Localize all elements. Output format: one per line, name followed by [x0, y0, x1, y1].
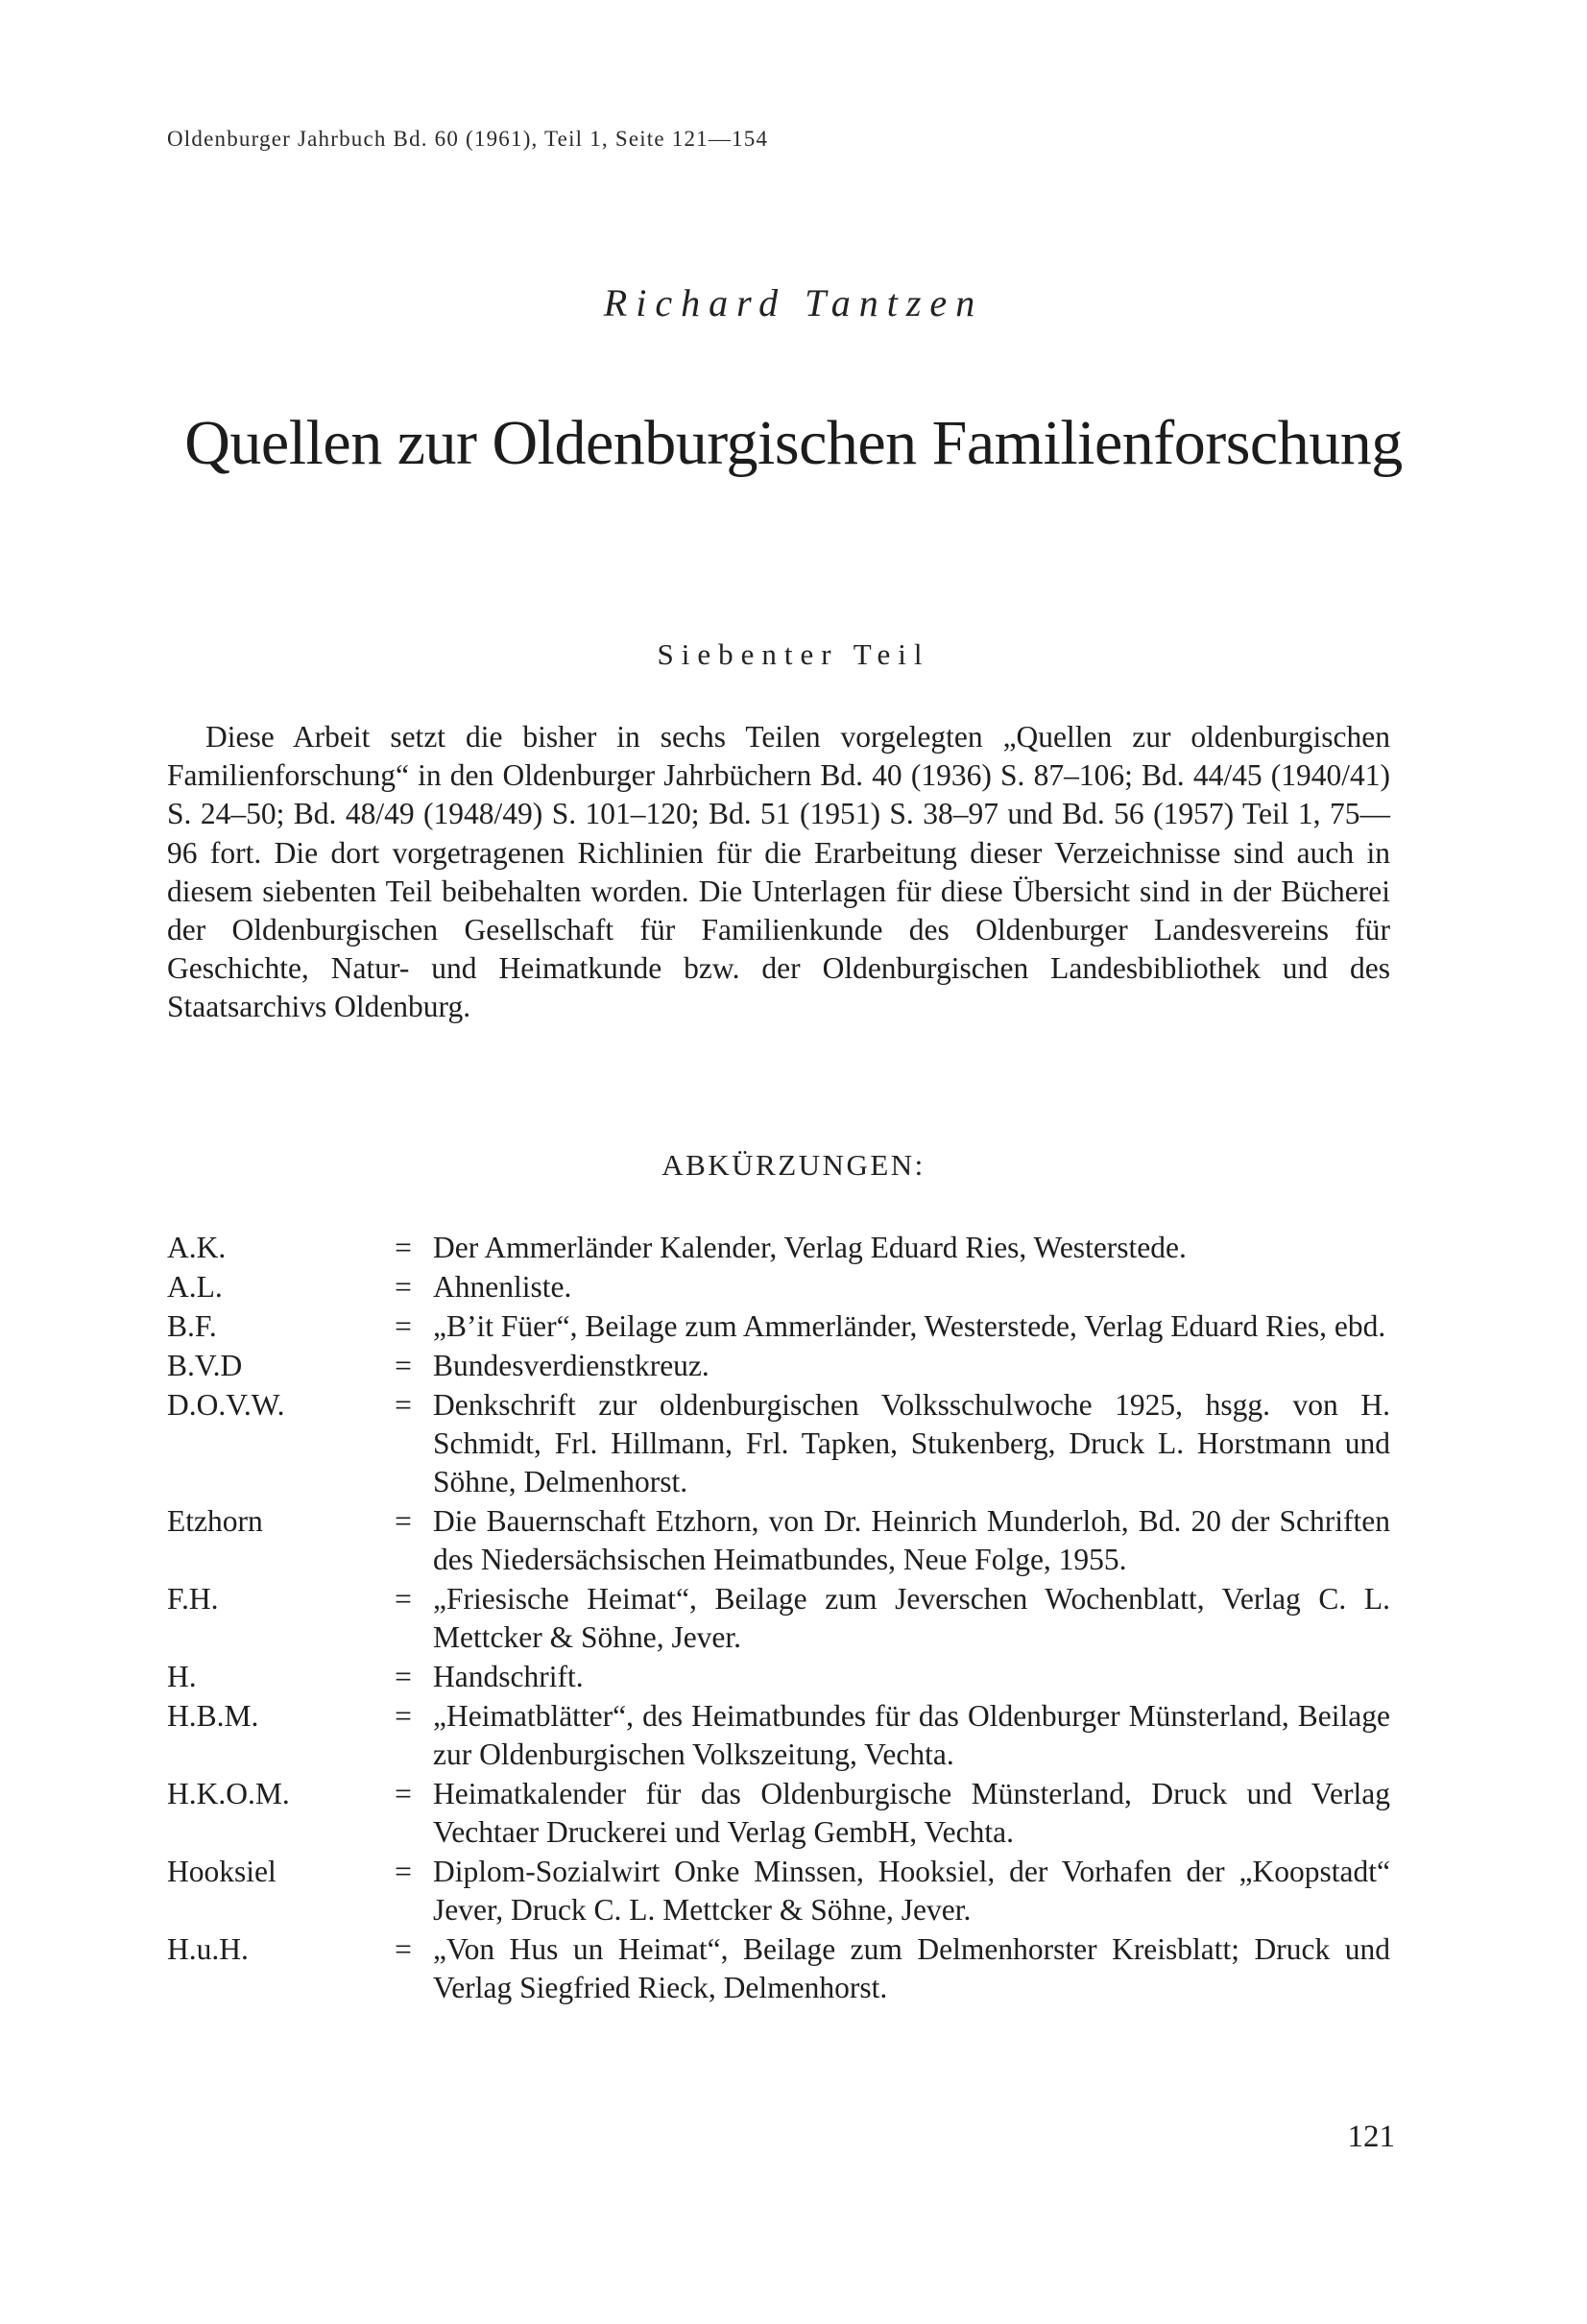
abbreviation-key: D.O.V.W.	[167, 1388, 285, 1422]
abbreviation-value: Denkschrift zur oldenburgischen Volksschulwoche 1925, hsgg. von H. Schmidt, Frl. Hillmann, Frl. Tapken, Stukenberg, Druck L. Horstmann und Söhne, Delmenhorst.	[433, 1388, 1390, 1498]
abbreviation-key: A.K.	[167, 1231, 227, 1264]
abbreviation-key: Etzhorn	[167, 1504, 263, 1538]
abbreviation-entry	[167, 1580, 1390, 1657]
article-title: Quellen zur Oldenburgischen Familienforschung	[184, 408, 1403, 478]
equals-sign: =	[395, 1660, 412, 1693]
equals-sign: =	[395, 1231, 412, 1264]
abbreviation-value: „Von Hus un Heimat“, Beilage zum Delmenhorster Kreisblatt; Druck und Verlag Siegfried Rieck, Delmenhorst.	[433, 1932, 1390, 2004]
abbreviations-list	[167, 1229, 1390, 2008]
abbreviation-key: F.H.	[167, 1582, 219, 1616]
abbreviation-entry	[167, 1502, 1390, 1579]
abbreviation-key: H.B.M.	[167, 1699, 259, 1733]
abbreviation-entry	[167, 1229, 1390, 1267]
abbreviation-value: Diplom-Sozialwirt Onke Minssen, Hooksiel, der Vorhafen der „Koopstadt“ Jever, Druck C. L. Mettcker & Söhne, Jever.	[433, 1855, 1390, 1927]
author-name: Richard Tantzen	[603, 281, 984, 324]
abbreviation-value: Der Ammerländer Kalender, Verlag Eduard Ries, Westerstede.	[433, 1231, 1187, 1264]
abbreviation-key: Hooksiel	[167, 1855, 277, 1888]
abbreviation-value: Ahnenliste.	[433, 1270, 572, 1304]
abbreviation-entry	[167, 1307, 1390, 1346]
abbreviation-entry	[167, 1268, 1390, 1306]
equals-sign: =	[395, 1309, 412, 1343]
page-number: 121	[1347, 2120, 1395, 2154]
part-heading: Siebenter Teil	[657, 637, 930, 671]
abbreviation-key: H.u.H.	[167, 1932, 249, 1966]
abbreviation-value: „Friesische Heimat“, Beilage zum Jeverschen Wochenblatt, Verlag C. L. Mettcker & Söhne, Jever.	[433, 1582, 1390, 1654]
equals-sign: =	[395, 1777, 412, 1810]
equals-sign: =	[395, 1582, 412, 1616]
abbreviation-entry	[167, 1347, 1390, 1385]
abbreviation-entry	[167, 1775, 1390, 1852]
abbreviations-heading: ABKÜRZUNGEN:	[661, 1148, 926, 1182]
intro-paragraph: Diese Arbeit setzt die bisher in sechs Teilen vorgelegten „Quellen zur oldenburgischen Familienforschung“ in den Oldenburger Jahrbüchern Bd. 40 (1936) S. 87–106; Bd. 44/45 (1940/41) S. 24–50; Bd. 48/49 (1948/49) S. 101–120; Bd. 51 (1951) S. 38–97 und Bd. 56 (1957) Teil 1, 75—96 fort. Die dort vorgetragenen Richlinien für die Erarbeitung dieser Verzeichnisse sind auch in diesem siebenten Teil beibehalten worden. Die Unterlagen für diese Übersicht sind in der Bücherei der Oldenburgischen Gesellschaft für Familienkunde des Oldenburger Landesvereins für Geschichte, Natur- und Heimatkunde bzw. der Oldenburgischen Landesbibliothek und des Staatsarchivs Oldenburg.	[167, 720, 1390, 1024]
abbreviation-entry	[167, 1930, 1390, 2007]
abbreviation-entry	[167, 1386, 1390, 1501]
equals-sign: =	[395, 1855, 412, 1888]
abbreviation-key: H.K.O.M.	[167, 1777, 290, 1810]
equals-sign: =	[395, 1349, 412, 1382]
abbreviation-value: „Heimatblätter“, des Heimatbundes für das Oldenburger Münsterland, Beilage zur Oldenburgischen Volkszeitung, Vechta.	[433, 1699, 1390, 1771]
abbreviation-value: „B’it Füer“, Beilage zum Ammerländer, Westerstede, Verlag Eduard Ries, ebd.	[433, 1309, 1386, 1343]
abbreviation-key: B.F.	[167, 1309, 217, 1343]
abbreviation-key: H.	[167, 1660, 197, 1693]
abbreviation-value: Heimatkalender für das Oldenburgische Münsterland, Druck und Verlag Vechtaer Druckerei und Verlag GembH, Vechta.	[433, 1777, 1390, 1849]
abbreviation-entry	[167, 1658, 1390, 1696]
equals-sign: =	[395, 1270, 412, 1304]
equals-sign: =	[395, 1932, 412, 1966]
abbreviation-entry	[167, 1697, 1390, 1774]
abbreviation-entry	[167, 1853, 1390, 1929]
running-head: Oldenburger Jahrbuch Bd. 60 (1961), Teil 1, Seite 121—154	[167, 127, 769, 151]
abbreviation-key: A.L.	[167, 1270, 223, 1304]
abbreviation-value: Handschrift.	[433, 1660, 584, 1693]
abbreviation-value: Bundesverdienstkreuz.	[433, 1349, 709, 1382]
equals-sign: =	[395, 1388, 412, 1422]
equals-sign: =	[395, 1699, 412, 1733]
abbreviation-key: B.V.D	[167, 1349, 243, 1382]
abbreviation-value: Die Bauernschaft Etzhorn, von Dr. Heinrich Munderloh, Bd. 20 der Schriften des Niedersächsischen Heimatbundes, Neue Folge, 1955.	[433, 1504, 1390, 1576]
equals-sign: =	[395, 1504, 412, 1538]
